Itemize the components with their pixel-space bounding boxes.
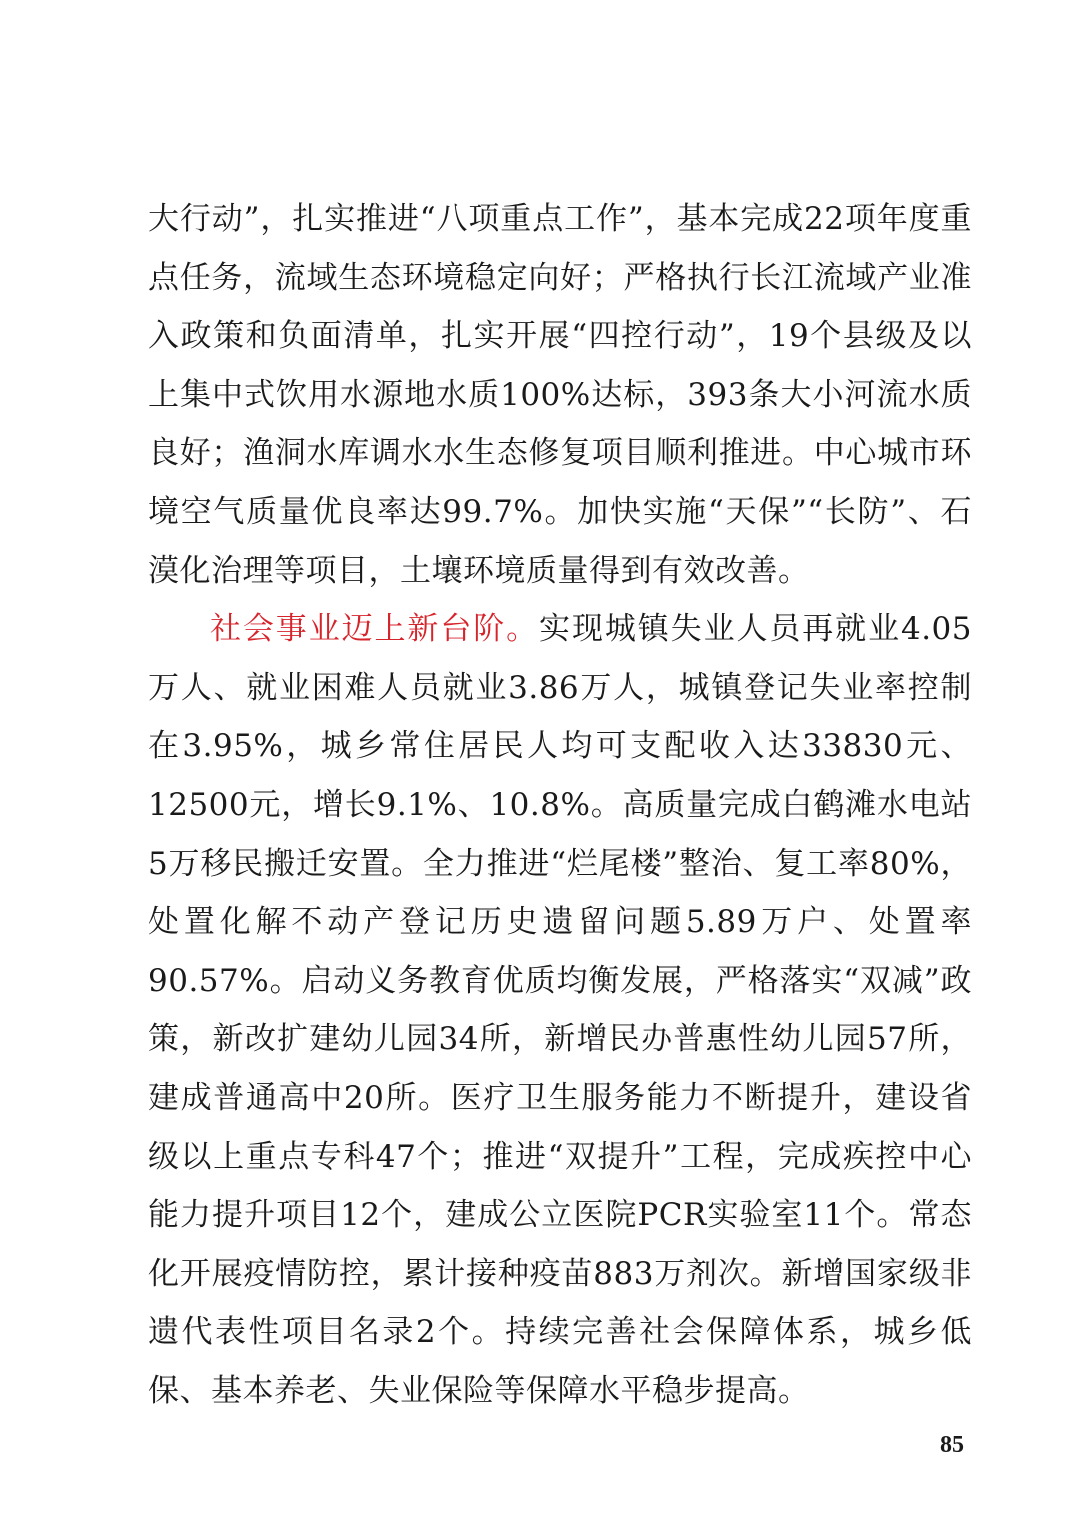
page-number: 85 <box>940 1432 964 1458</box>
paragraph-social-affairs <box>148 600 972 1420</box>
body-text <box>148 190 972 1420</box>
paragraph-environment: 大行动”，扎实推进“八项重点工作”，基本完成22项年度重点任务，流域生态环境稳定向好；严格执行长江流域产业准入政策和负面清单，扎实开展“四控行动”，19个县级及以上集中式饮用水源地水质100%达标，393条大小河流水质良好；渔洞水库调水水生态修复项目顺利推进。中心城市环境空气质量优良率达99.7%。加快实施“天保”“长防”、石漠化治理等项目，土壤环境质量得到有效改善。 <box>148 201 972 589</box>
section-heading: 社会事业迈上新台阶。 <box>210 611 540 648</box>
paragraph-social-affairs-body: 实现城镇失业人员再就业4.05万人、就业困难人员就业3.86万人，城镇登记失业率控制在3.95%，城乡常住居民人均可支配收入达33830元、12500元，增长9.1%、10.8%。高质量完成白鹤滩水电站5万移民搬迁安置。全力推进“烂尾楼”整治、复工率80%，处置化解不动产登记历史遗留问题5.89万户、处置率90.57%。启动义务教育优质均衡发展，严格落实“双减”政策，新改扩建幼儿园34所，新增民办普惠性幼儿园57所，建成普通高中20所。医疗卫生服务能力不断提升，建设省级以上重点专科47个；推进“双提升”工程，完成疾控中心能力提升项目12个，建成公立医院PCR实验室11个。常态化开展疫情防控，累计接种疫苗883万剂次。新增国家级非遗代表性项目名录2个。持续完善社会保障体系，城乡低保、基本养老、失业保险等保障水平稳步提高。 <box>148 611 973 1409</box>
